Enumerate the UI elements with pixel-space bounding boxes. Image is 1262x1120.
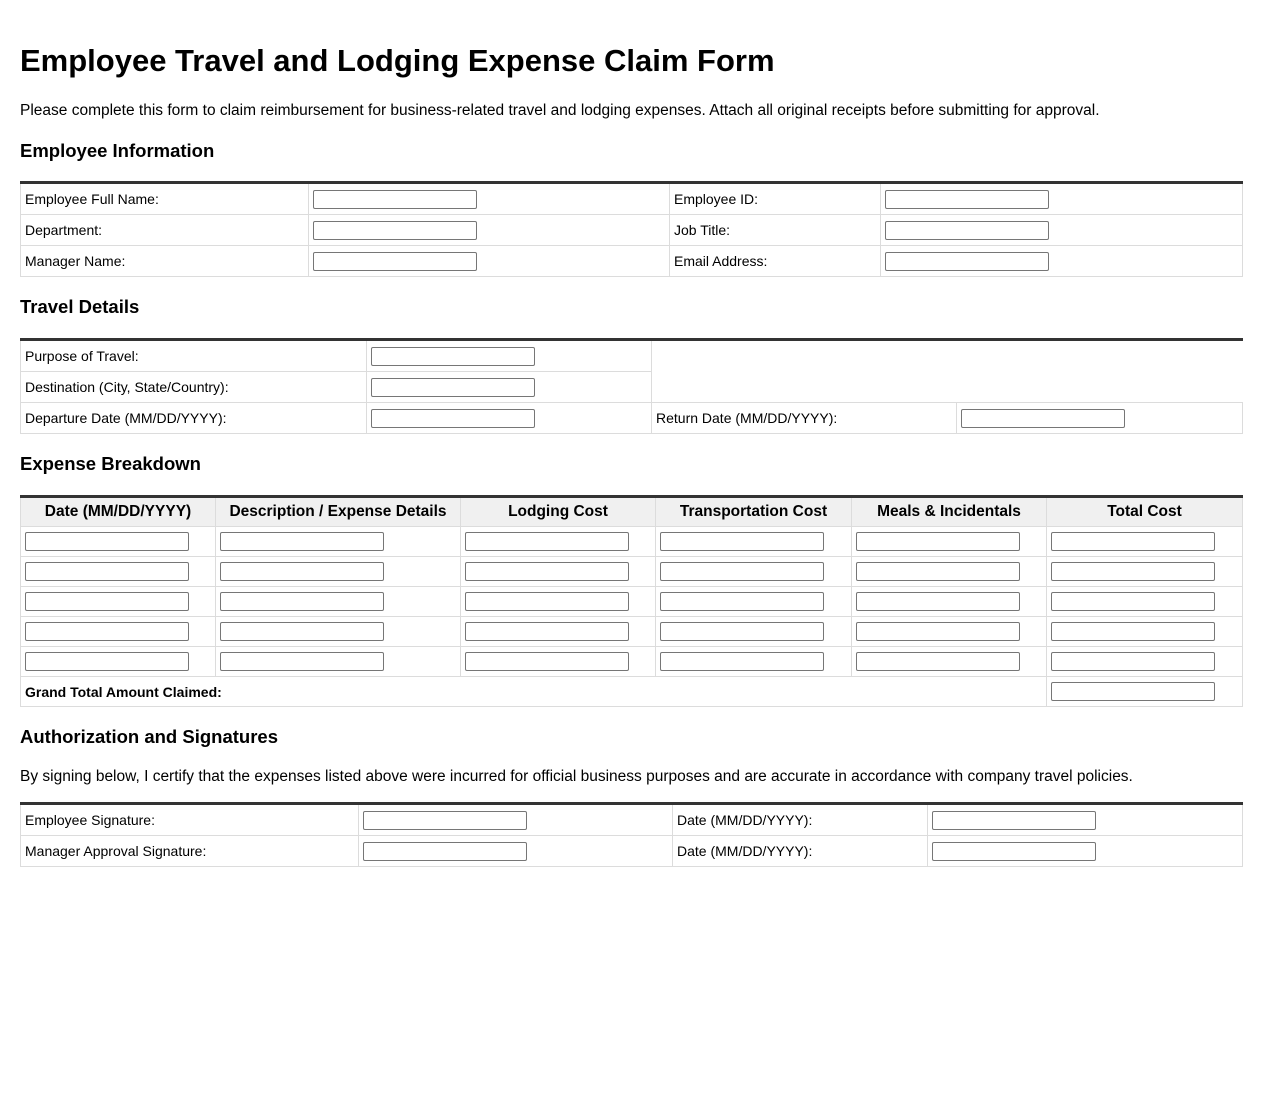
column-header-description: Description / Expense Details	[216, 497, 461, 527]
email-label: Email Address:	[670, 246, 881, 277]
table-row	[21, 340, 1243, 372]
expense-date-field[interactable]	[25, 592, 189, 611]
expense-header-row	[21, 497, 1243, 527]
authorization-section-heading: Authorization and Signatures	[20, 726, 278, 747]
department-label: Department:	[21, 215, 309, 246]
employee-signature-date-label: Date (MM/DD/YYYY):	[673, 804, 928, 836]
table-row	[21, 183, 1243, 215]
return-date-field[interactable]	[961, 409, 1125, 428]
employee-signature-field[interactable]	[363, 811, 527, 830]
expense-meals-field[interactable]	[856, 562, 1020, 581]
job-title-label: Job Title:	[670, 215, 881, 246]
purpose-label: Purpose of Travel:	[21, 340, 367, 372]
manager-signature-date-field[interactable]	[932, 842, 1096, 861]
column-header-lodging: Lodging Cost	[461, 497, 656, 527]
expense-total-field[interactable]	[1051, 562, 1215, 581]
departure-date-label: Departure Date (MM/DD/YYYY):	[21, 403, 367, 434]
destination-label: Destination (City, State/Country):	[21, 372, 367, 403]
employee-signature-date-field[interactable]	[932, 811, 1096, 830]
expense-description-field[interactable]	[220, 562, 384, 581]
employee-id-label: Employee ID:	[670, 183, 881, 215]
expense-date-field[interactable]	[25, 652, 189, 671]
purpose-field[interactable]	[371, 347, 535, 366]
manager-name-field[interactable]	[313, 252, 477, 271]
expense-date-field[interactable]	[25, 562, 189, 581]
page-title: Employee Travel and Lodging Expense Claim Form	[20, 43, 775, 78]
expense-transportation-field[interactable]	[660, 562, 824, 581]
table-row	[21, 246, 1243, 277]
expense-total-field[interactable]	[1051, 532, 1215, 551]
expense-transportation-field[interactable]	[660, 532, 824, 551]
expense-table	[20, 495, 1243, 707]
expense-section-heading: Expense Breakdown	[20, 453, 201, 474]
expense-transportation-field[interactable]	[660, 652, 824, 671]
employee-info-table	[20, 181, 1243, 277]
column-header-meals: Meals & Incidentals	[852, 497, 1047, 527]
table-row	[21, 527, 1243, 557]
table-row	[21, 557, 1243, 587]
column-header-date: Date (MM/DD/YYYY)	[21, 497, 216, 527]
expense-date-field[interactable]	[25, 622, 189, 641]
expense-total-field[interactable]	[1051, 592, 1215, 611]
expense-rows	[21, 527, 1243, 677]
departure-date-field[interactable]	[371, 409, 535, 428]
certification-text: By signing below, I certify that the expenses listed above were incurred for official business purposes and are accurate in accordance with company travel policies.	[20, 768, 1133, 785]
column-header-total: Total Cost	[1047, 497, 1243, 527]
expense-lodging-field[interactable]	[465, 562, 629, 581]
expense-meals-field[interactable]	[856, 652, 1020, 671]
grand-total-row	[21, 677, 1243, 707]
column-header-transportation: Transportation Cost	[656, 497, 852, 527]
expense-transportation-field[interactable]	[660, 592, 824, 611]
destination-field[interactable]	[371, 378, 535, 397]
expense-total-field[interactable]	[1051, 652, 1215, 671]
manager-signature-label: Manager Approval Signature:	[21, 836, 359, 867]
table-row	[21, 836, 1243, 867]
travel-details-table	[20, 338, 1243, 434]
intro-text: Please complete this form to claim reimbursement for business-related travel and lodging expenses. Attach all original receipts before submitting for approval.	[20, 102, 1100, 119]
expense-lodging-field[interactable]	[465, 592, 629, 611]
grand-total-label: Grand Total Amount Claimed:	[21, 677, 1047, 707]
expense-lodging-field[interactable]	[465, 652, 629, 671]
table-row	[21, 647, 1243, 677]
signature-table	[20, 802, 1243, 867]
expense-date-field[interactable]	[25, 532, 189, 551]
table-row	[21, 587, 1243, 617]
expense-lodging-field[interactable]	[465, 622, 629, 641]
manager-name-label: Manager Name:	[21, 246, 309, 277]
table-row	[21, 403, 1243, 434]
department-field[interactable]	[313, 221, 477, 240]
expense-transportation-field[interactable]	[660, 622, 824, 641]
email-field[interactable]	[885, 252, 1049, 271]
travel-section-heading: Travel Details	[20, 296, 140, 317]
expense-meals-field[interactable]	[856, 532, 1020, 551]
table-row	[21, 215, 1243, 246]
full-name-field[interactable]	[313, 190, 477, 209]
table-row	[21, 804, 1243, 836]
grand-total-field[interactable]	[1051, 682, 1215, 701]
expense-lodging-field[interactable]	[465, 532, 629, 551]
expense-total-field[interactable]	[1051, 622, 1215, 641]
expense-description-field[interactable]	[220, 652, 384, 671]
manager-signature-field[interactable]	[363, 842, 527, 861]
employee-section-heading: Employee Information	[20, 140, 215, 161]
manager-signature-date-label: Date (MM/DD/YYYY):	[673, 836, 928, 867]
expense-description-field[interactable]	[220, 532, 384, 551]
employee-id-field[interactable]	[885, 190, 1049, 209]
expense-meals-field[interactable]	[856, 592, 1020, 611]
expense-meals-field[interactable]	[856, 622, 1020, 641]
job-title-field[interactable]	[885, 221, 1049, 240]
full-name-label: Employee Full Name:	[21, 183, 309, 215]
table-row	[21, 617, 1243, 647]
return-date-label: Return Date (MM/DD/YYYY):	[652, 403, 957, 434]
expense-description-field[interactable]	[220, 592, 384, 611]
expense-description-field[interactable]	[220, 622, 384, 641]
employee-signature-label: Employee Signature:	[21, 804, 359, 836]
